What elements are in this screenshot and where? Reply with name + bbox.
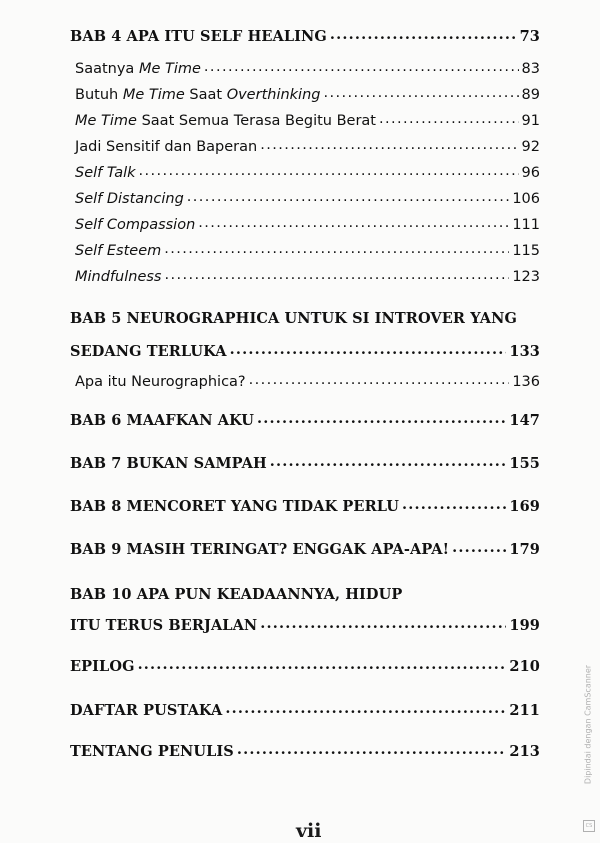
chapter-title: TENTANG PENULIS <box>70 743 234 760</box>
toc-entry-bab9 <box>70 541 540 558</box>
section-title: Butuh Me Time Saat Overthinking <box>75 87 321 103</box>
chapter-title: SEDANG TERLUKA <box>70 343 227 360</box>
toc-entry-saatnya-me-time <box>75 61 540 77</box>
page-number: 213 <box>509 743 540 760</box>
toc-entry-epilog <box>70 658 540 675</box>
camscanner-logo-icon: CS <box>583 820 595 832</box>
section-title: Jadi Sensitif dan Baperan <box>75 139 258 155</box>
toc-entry-bab6 <box>70 412 540 429</box>
page-number: 210 <box>509 658 540 675</box>
dot-leader <box>187 191 510 203</box>
page-number: 211 <box>509 702 540 719</box>
watermark-text: Dipindai dengan CamScanner <box>583 664 593 785</box>
toc-entry-self-distancing <box>75 191 540 207</box>
toc-entry-bab5-line1 <box>70 310 517 327</box>
dot-leader <box>323 87 518 99</box>
toc-entry-bab10 <box>70 617 540 634</box>
page-number: 92 <box>521 139 540 155</box>
toc-entry-self-talk <box>75 165 540 181</box>
toc-entry-bab4 <box>70 28 540 45</box>
toc-entry-apa-itu-neurographica <box>75 374 540 390</box>
page-number: 111 <box>512 217 540 233</box>
page-number: 91 <box>521 113 540 129</box>
toc-entry-daftar-pustaka <box>70 702 540 719</box>
dot-leader <box>204 61 519 73</box>
section-title: Mindfulness <box>75 269 162 285</box>
chapter-title: BAB 5 NEUROGRAPHICA UNTUK SI INTROVER YANG <box>70 310 517 327</box>
scanner-watermark <box>583 630 595 830</box>
toc-entry-bab10-line1 <box>70 586 402 603</box>
chapter-title: BAB 10 APA PUN KEADAANNYA, HIDUP <box>70 586 403 603</box>
dot-leader <box>379 113 519 125</box>
page-number: 155 <box>509 455 540 472</box>
chapter-title: ITU TERUS BERJALAN <box>70 617 258 634</box>
section-title: Self Esteem <box>75 243 162 259</box>
dot-leader <box>139 165 519 177</box>
toc-entry-tentang-penulis <box>70 743 540 760</box>
dot-leader <box>164 243 509 255</box>
dot-leader <box>452 542 506 554</box>
dot-leader <box>257 413 506 425</box>
dot-leader <box>249 374 510 386</box>
page-number: 96 <box>521 165 540 181</box>
dot-leader <box>330 29 517 41</box>
page-number: 106 <box>512 191 540 207</box>
section-title: Self Compassion <box>75 217 196 233</box>
chapter-title: BAB 6 MAAFKAN AKU <box>70 412 255 429</box>
dot-leader <box>225 703 506 715</box>
page-number: 83 <box>521 61 540 77</box>
dot-leader <box>138 659 507 671</box>
page-number: 147 <box>509 412 540 429</box>
dot-leader <box>230 344 507 356</box>
dot-leader <box>237 744 507 756</box>
dot-leader <box>270 456 507 468</box>
page-number: 123 <box>512 269 540 285</box>
toc-entry-butuh-me-time <box>75 87 540 103</box>
section-title: Saatnya Me Time <box>75 61 201 77</box>
dot-leader <box>402 499 506 511</box>
chapter-title: DAFTAR PUSTAKA <box>70 702 223 719</box>
page-number: 89 <box>521 87 540 103</box>
section-title: Self Distancing <box>75 191 184 207</box>
dot-leader <box>198 217 509 229</box>
page-number: 73 <box>519 28 540 45</box>
toc-entry-bab8 <box>70 498 540 515</box>
page-number: 169 <box>509 498 540 515</box>
page-number: 136 <box>512 374 540 390</box>
roman-page-number: vii <box>296 820 322 842</box>
section-title: Self Talk <box>75 165 136 181</box>
chapter-title: BAB 9 MASIH TERINGAT? ENGGAK APA-APA! <box>70 541 450 558</box>
toc-entry-self-esteem <box>75 243 540 259</box>
chapter-title: BAB 7 BUKAN SAMPAH <box>70 455 267 472</box>
toc-entry-self-compassion <box>75 217 540 233</box>
page-number: 115 <box>512 243 540 259</box>
toc-entry-bab5 <box>70 343 540 360</box>
toc-entry-mindfulness <box>75 269 540 285</box>
toc-entry-jadi-sensitif <box>75 139 540 155</box>
toc-entry-bab7 <box>70 455 540 472</box>
toc-entry-me-time-berat <box>75 113 540 129</box>
chapter-title: EPILOG <box>70 658 135 675</box>
chapter-title: BAB 8 MENCORET YANG TIDAK PERLU <box>70 498 399 515</box>
chapter-title: BAB 4 APA ITU SELF HEALING <box>70 28 327 45</box>
dot-leader <box>260 139 518 151</box>
section-title: Apa itu Neurographica? <box>75 374 246 390</box>
dot-leader <box>164 269 509 281</box>
page-number: 179 <box>509 541 540 558</box>
dot-leader <box>260 618 506 630</box>
page-number: 133 <box>509 343 540 360</box>
page-number: 199 <box>509 617 540 634</box>
section-title: Me Time Saat Semua Terasa Begitu Berat <box>75 113 376 129</box>
